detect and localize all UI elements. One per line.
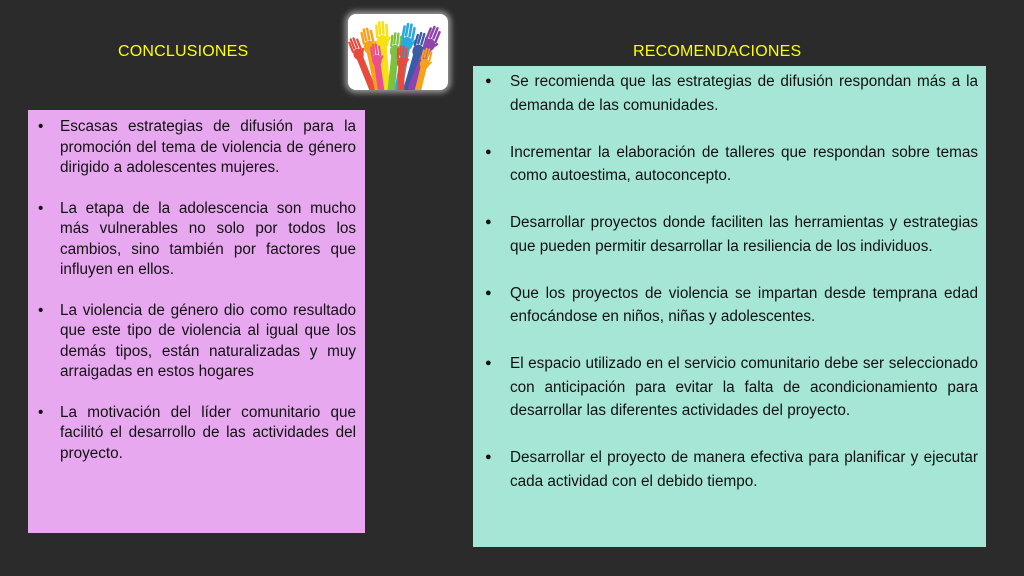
conclusion-text: Escasas estrategias de difusión para la promoción del tema de violencia de género dirigido a adolescentes mujeres. <box>60 118 356 176</box>
conclusions-panel <box>28 110 365 533</box>
conclusions-heading: CONCLUSIONES <box>118 43 249 60</box>
bullet-icon: • <box>38 403 44 421</box>
bullet-icon: ● <box>485 451 492 463</box>
conclusion-text: La etapa de la adolescencia son mucho más vulnerables no solo por todos los cambios, sino también por factores que influyen en ellos. <box>60 199 356 278</box>
bullet-icon: ● <box>485 286 492 299</box>
recommendation-text: Desarrollar proyectos donde faciliten las herramientas y estrategias que pueden permitir desarrollar la resiliencia de los individuos. <box>510 214 978 255</box>
conclusion-text: La motivación del líder comunitario que facilitó el desarrollo de las actividades del proyecto. <box>60 403 356 462</box>
conclusion-item <box>38 301 356 383</box>
conclusions-list <box>38 117 356 464</box>
recommendation-item <box>481 70 978 117</box>
recommendations-list <box>481 70 978 493</box>
bullet-icon: • <box>38 301 44 319</box>
recommendation-item <box>481 141 978 188</box>
bullet-icon: • <box>38 118 44 135</box>
recommendation-text: Desarrollar el proyecto de manera efectiva para planificar y ejecutar cada actividad con el debido tiempo. <box>510 449 978 490</box>
bullet-icon: ● <box>485 145 492 158</box>
recommendation-item <box>481 211 978 258</box>
recommendations-heading: RECOMENDACIONES <box>633 43 802 60</box>
recommendations-panel <box>473 66 986 547</box>
recommendation-item <box>481 282 978 329</box>
conclusion-text: La violencia de género dio como resultado que este tipo de violencia al igual que los demás tipos, están naturalizadas y muy arraigadas en estos hogares <box>60 301 356 380</box>
conclusion-item <box>38 117 356 179</box>
recommendation-item <box>481 446 978 493</box>
recommendation-item <box>481 352 978 423</box>
recommendation-text: Que los proyectos de violencia se impartan desde temprana edad enfocándose en niños, niñas y adolescentes. <box>510 284 978 325</box>
conclusion-item <box>38 403 356 465</box>
raised-hands-image <box>348 14 448 90</box>
recommendation-text: Incrementar la elaboración de talleres que respondan sobre temas como autoestima, autoconcepto. <box>510 143 978 184</box>
bullet-icon: ● <box>485 357 492 369</box>
recommendation-text: Se recomienda que las estrategias de difusión respondan más a la demanda de las comunidades. <box>510 73 978 114</box>
bullet-icon: ● <box>485 216 492 228</box>
bullet-icon: ● <box>485 75 492 87</box>
conclusion-item <box>38 199 356 281</box>
raised-hands-icon <box>348 14 448 90</box>
bullet-icon: • <box>38 199 44 217</box>
recommendation-text: El espacio utilizado en el servicio comunitario debe ser seleccionado con anticipación para evitar la falta de acondicionamiento para desarrollar las diferentes actividades del proyecto. <box>510 355 978 419</box>
